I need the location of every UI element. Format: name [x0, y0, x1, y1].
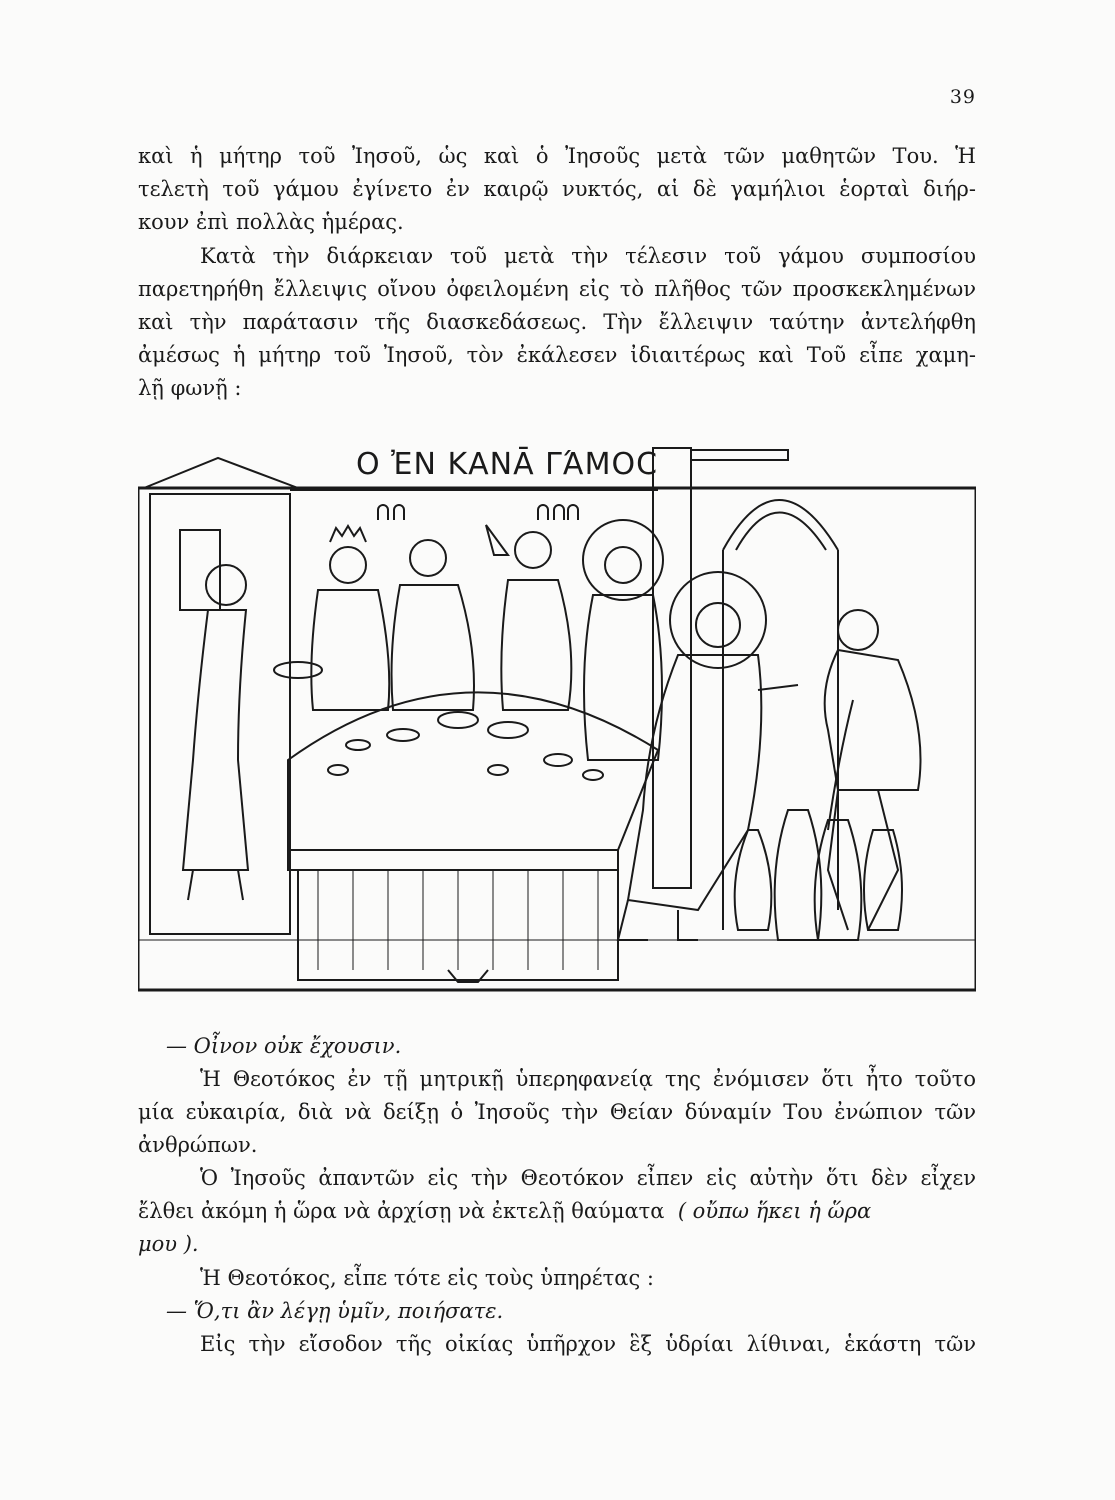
christ-head [696, 603, 740, 647]
wedding-at-cana-drawing [138, 430, 976, 995]
text-line [138, 1195, 976, 1228]
text-line: λῇ φωνῇ : [138, 376, 242, 400]
text-line: ἀμέσως ἡ μήτηρ τοῦ Ἰησοῦ, τὸν ἐκάλεσεν ἰδιαιτέρως καὶ Τοῦ εἶπε χαμη- [138, 343, 976, 367]
paragraph-7 [138, 1295, 976, 1328]
mary-halo [583, 520, 663, 600]
text-line: Κατὰ τὴν διάρκειαν τοῦ μετὰ τὴν τέλεσιν τοῦ γάμου συμποσίου [200, 244, 976, 268]
chalice [438, 712, 478, 728]
paragraph-6 [138, 1262, 976, 1295]
quote-segment: ( οὔπω ἥκει ἡ ὥρα [677, 1199, 872, 1223]
paragraph-8 [138, 1328, 976, 1361]
servant-left-body [183, 610, 248, 870]
illustration-frame [138, 488, 976, 990]
man-body [392, 585, 474, 710]
christ-halo [670, 572, 766, 668]
text-line: παρετηρήθη ἔλλειψις οἴνου ὀφειλομένη εἰς τὸ πλῆθος τῶν προσκεκλημένων [138, 277, 976, 301]
elder-body [501, 580, 571, 710]
table-top [288, 692, 658, 850]
water-jar-1 [735, 830, 772, 930]
water-jar-4 [864, 830, 902, 930]
paragraph-3 [138, 1030, 976, 1063]
paragraph-2 [138, 240, 976, 405]
text-line: Εἰς τὴν εἴσοδον τῆς οἰκίας ὑπῆρχον ἓξ ὑδρίαι λίθιναι, ἑκάστη τῶν [200, 1332, 976, 1356]
wedding-at-cana-illustration [138, 430, 976, 995]
christ-body [628, 655, 761, 910]
paragraph-5 [138, 1162, 976, 1261]
text-line: Ἡ Θεοτόκος, εἶπε τότε εἰς τοὺς ὑπηρέτας : [200, 1266, 654, 1290]
text-line: Ὁ Ἰησοῦς ἀπαντῶν εἰς τὴν Θεοτόκον εἶπεν εἰς αὐτὴν ὅτι δὲν εἶχεν [200, 1166, 976, 1190]
pour-jar [828, 700, 853, 830]
window-group [538, 505, 578, 520]
man-head [410, 540, 446, 576]
mary-body [584, 595, 662, 760]
text-line: καὶ τὴν παράτασιν τῆς διασκεδάσεως. Τὴν ἔλλειψιν ταύτην ἀντελήφθη [138, 310, 976, 334]
text-line: μου ). [138, 1232, 199, 1256]
illustration-caption: Ο ἘΝ ΚΑΝᾹ ΓΆΜΟϹ [356, 447, 659, 482]
window-pair [378, 505, 404, 520]
text-line: τελετὴ τοῦ γάμου ἐγίνετο ἐν καιρῷ νυκτός, αἱ δὲ γαμήλιοι ἑορταὶ διήρ- [138, 177, 976, 201]
text-segment: ἔλθει ἀκόμη ἡ ὥρα νὰ ἀρχίσῃ νὰ ἐκτελῇ θαύματα [138, 1199, 665, 1223]
crown-icon [330, 526, 366, 542]
text-line: Ἡ Θεοτόκος ἐν τῇ μητρικῇ ὑπερηφανείᾳ της ἐνόμισεν ὅτι ἦτο τοῦτο [200, 1067, 976, 1091]
servant-right-head [838, 610, 878, 650]
water-jar-2 [775, 810, 822, 940]
text-line: — Οἶνον οὐκ ἔχουσιν. [166, 1034, 402, 1058]
christ-arm [758, 685, 798, 690]
pediment [144, 458, 298, 488]
text-line: — Ὅ,τι ἂν λέγῃ ὑμῖν, ποιήσατε. [166, 1299, 504, 1323]
bowl [274, 662, 322, 678]
paragraph-1 [138, 140, 976, 239]
mary-head [605, 547, 641, 583]
queen-body [311, 590, 389, 710]
text-line: μία εὐκαιρία, διὰ νὰ δείξῃ ὁ Ἰησοῦς τὴν Θείαν δύναμίν Του ἐνώπιον τῶν [138, 1100, 976, 1124]
text-line: καὶ ἡ μήτηρ τοῦ Ἰησοῦ, ὡς καὶ ὁ Ἰησοῦς μετὰ τῶν μαθητῶν Του. Ἡ [138, 144, 976, 168]
elder-head [515, 532, 551, 568]
servant-left-head [206, 565, 246, 605]
servant-right-body [825, 650, 921, 790]
queen-head [330, 547, 366, 583]
paragraph-4 [138, 1063, 976, 1162]
goblet-icon [486, 525, 508, 555]
page-number: 39 [949, 86, 976, 108]
text-line: κουν ἐπὶ πολλὰς ἡμέρας. [138, 210, 404, 234]
text-line: ἀνθρώπων. [138, 1133, 258, 1157]
